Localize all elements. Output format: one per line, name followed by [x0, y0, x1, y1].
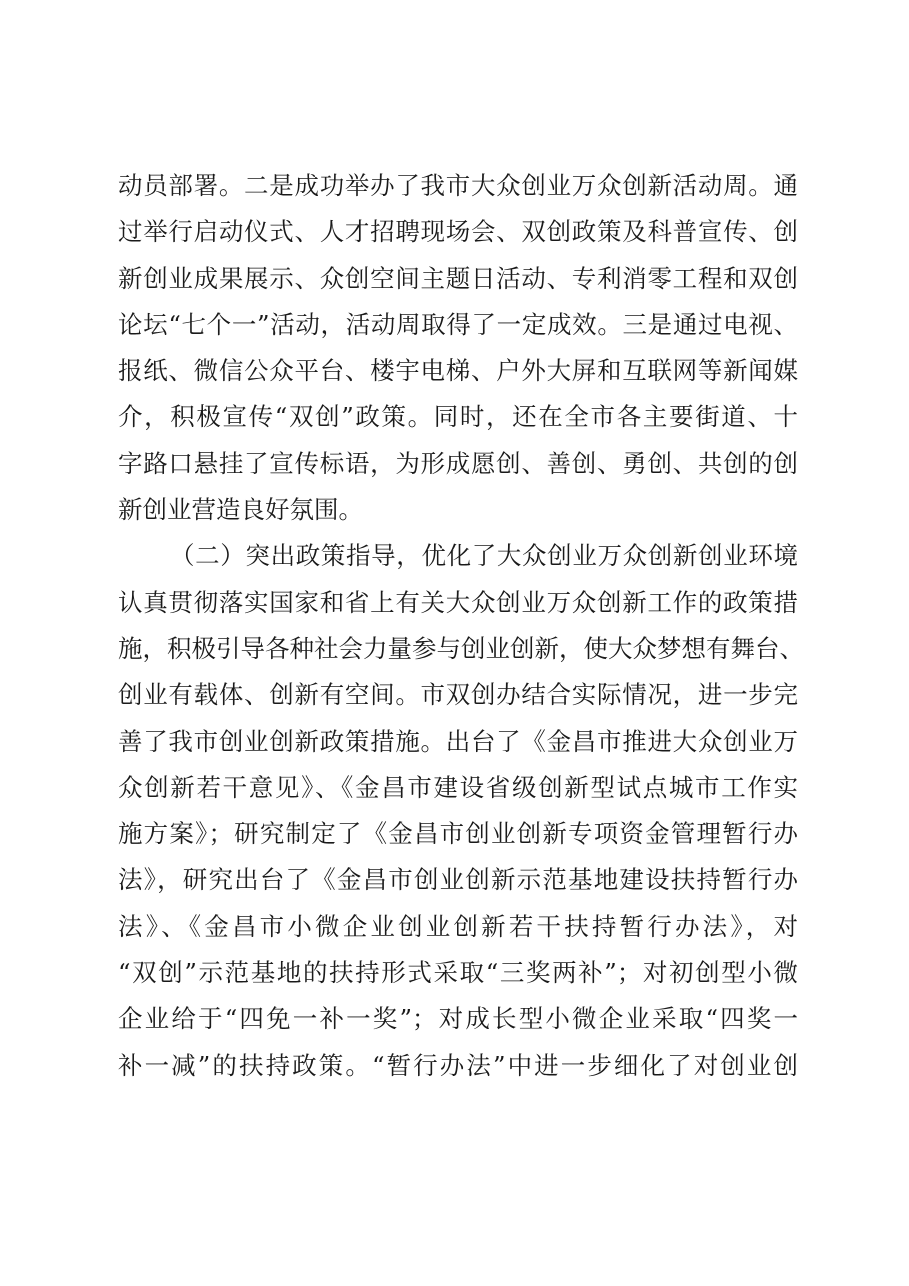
document-body: [118, 163, 804, 1089]
paragraph-line: “双创”示范基地的扶持形式采取“三奖两补”；对初创型小微: [118, 958, 798, 988]
paragraph-line: 字路口悬挂了宣传标语，为形成愿创、善创、勇创、共创的创: [118, 448, 798, 478]
paragraph-line: 报纸、微信公众平台、楼宇电梯、户外大屏和互联网等新闻媒: [118, 356, 798, 386]
paragraph-line: 论坛“七个一”活动，活动周取得了一定成效。三是通过电视、: [118, 309, 798, 339]
paragraph-line: 施方案》；研究制定了《金昌市创业创新专项资金管理暂行办: [118, 819, 798, 849]
paragraph-line: 动员部署。二是成功举办了我市大众创业万众创新活动周。通: [118, 171, 798, 200]
paragraph-line: 众创新若干意见》、《金昌市建设省级创新型试点城市工作实: [118, 772, 798, 802]
paragraph-line: 新创业营造良好氛围。: [118, 495, 363, 525]
paragraph-line: 新创业成果展示、众创空间主题日活动、专利消零工程和双创: [118, 263, 798, 293]
paragraph-line: 认真贯彻落实国家和省上有关大众创业万众创新工作的政策措: [118, 587, 798, 617]
paragraph-line: 法》，研究出台了《金昌市创业创新示范基地建设扶持暂行办: [118, 865, 798, 895]
paragraph-line: 过举行启动仪式、人才招聘现场会、双创政策及科普宣传、创: [118, 217, 798, 247]
paragraph-line: 法》、《金昌市小微企业创业创新若干扶持暂行办法》，对: [118, 911, 798, 941]
paragraph-line: 创业有载体、创新有空间。市双创办结合实际情况，进一步完: [118, 680, 798, 710]
section-heading-line: （二）突出政策指导，优化了大众创业万众创新创业环境: [170, 541, 798, 571]
paragraph-line: 施，积极引导各种社会力量参与创业创新，使大众梦想有舞台、: [118, 633, 804, 663]
paragraph-line: 补一减”的扶持政策。“暂行办法”中进一步细化了对创业创: [118, 1050, 798, 1080]
paragraph-line: 介，积极宣传“双创”政策。同时，还在全市各主要街道、十: [118, 402, 798, 432]
paragraph-line: 企业给于“四免一补一奖”；对成长型小微企业采取“四奖一: [118, 1004, 798, 1034]
paragraph-line: 善了我市创业创新政策措施。出台了《金昌市推进大众创业万: [118, 726, 798, 756]
